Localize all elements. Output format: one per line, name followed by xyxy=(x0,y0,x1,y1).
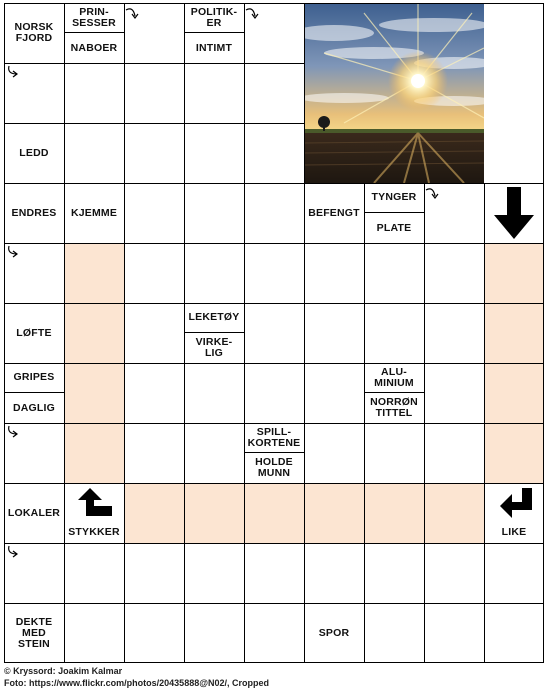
hook-arrow-icon xyxy=(7,425,21,441)
turn-arrow-icon xyxy=(76,486,114,520)
hook-arrow-icon xyxy=(7,65,21,81)
clue-politiker: POLITIK- ER xyxy=(184,3,244,33)
clue-like: LIKE xyxy=(484,521,544,543)
clue-spor: SPOR xyxy=(304,603,364,663)
clue-virkelig: VIRKE- LIG xyxy=(184,333,244,363)
photo-credit: Foto: https://www.flickr.com/photos/20435888@N02/, Cropped xyxy=(4,678,269,688)
hook-arrow-icon xyxy=(7,545,21,561)
clue-prinsesser: PRIN- SESSER xyxy=(64,3,124,33)
clue-gripes: GRIPES xyxy=(4,363,64,393)
clue-plate: PLATE xyxy=(364,213,424,243)
down-arrow-icon xyxy=(492,185,536,241)
clue-lokaler: LOKALER xyxy=(4,483,64,543)
clue-kjemme: KJEMME xyxy=(64,183,124,243)
clue-intimt: INTIMT xyxy=(184,33,244,63)
clue-endres: ENDRES xyxy=(4,183,64,243)
clue-tynger: TYNGER xyxy=(364,183,424,213)
clue-leketoy: LEKETØY xyxy=(184,303,244,333)
clue-lofte: LØFTE xyxy=(4,303,64,363)
clue-norron-tittel: NORRØN TITTEL xyxy=(364,393,424,423)
clue-befengt: BEFENGT xyxy=(304,183,364,243)
clue-norsk-fjord: NORSK FJORD xyxy=(4,3,64,63)
hook-arrow-icon xyxy=(7,245,21,261)
clue-stykker: STYKKER xyxy=(64,521,124,543)
clue-ledd: LEDD xyxy=(4,123,64,183)
hook-arrow-icon xyxy=(245,7,261,21)
grid-lines xyxy=(4,3,544,663)
clue-naboer: NABOER xyxy=(64,33,124,63)
hook-arrow-icon xyxy=(425,187,441,201)
author-credit: © Kryssord: Joakim Kalmar xyxy=(4,666,123,676)
crossword-grid xyxy=(4,3,544,663)
clue-spillkortene: SPILL- KORTENE xyxy=(244,423,304,453)
hook-arrow-icon xyxy=(125,7,141,21)
clue-daglig: DAGLIG xyxy=(4,393,64,423)
turn-arrow-icon xyxy=(498,486,536,520)
clue-aluminium: ALU- MINIUM xyxy=(364,363,424,393)
clue-dekte-med-stein: DEKTE MED STEIN xyxy=(4,603,64,663)
clue-holde-munn: HOLDE MUNN xyxy=(244,453,304,483)
